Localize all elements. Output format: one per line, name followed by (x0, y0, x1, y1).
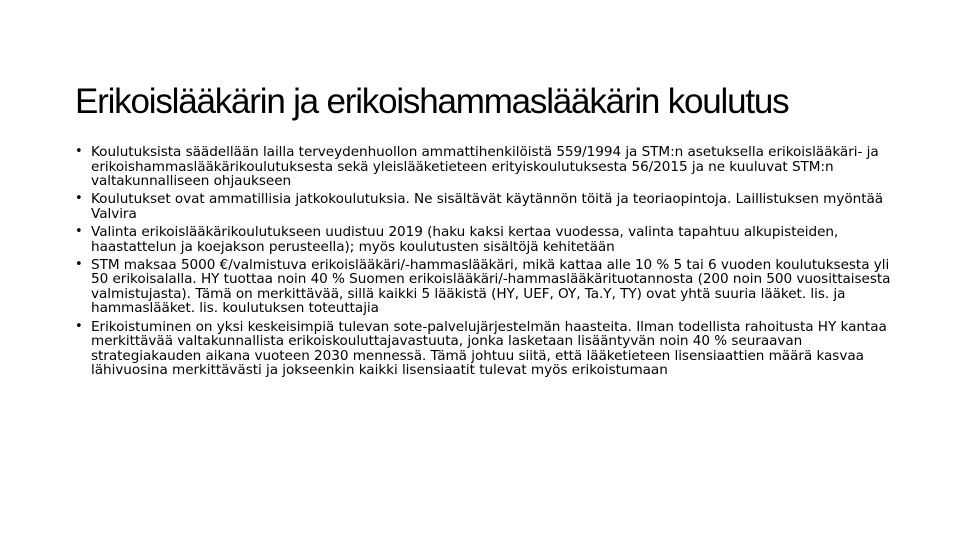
bullet-dot-icon: • (75, 318, 83, 334)
bullet-item (75, 225, 905, 254)
bullet-text: STM maksaa 5000 €/valmistuva erikoislääkäri/-hammaslääkäri, mikä kattaa alle 10 % 5 tai 6 vuoden koulutuksesta yli 50 erikoisalalla. HY tuottaa noin 40 % Suomen erikoislääkäri/-hammaslääkärituotannosta (200 noin 500 vuosittaisesta valmistujasta). Tämä on merkittävää, sillä kaikki 5 lääkistä (HY, UEF, OY, Ta.Y, TY) ovat yhtä suuria lääket. lis. ja hammaslääket. lis. koulutuksen toteuttajia (91, 256, 891, 317)
bullet-dot-icon: • (75, 144, 83, 159)
bullet-dot-icon: • (75, 191, 83, 207)
bullet-dot-icon: • (75, 223, 83, 239)
bullet-item (75, 192, 905, 221)
bullet-item (75, 320, 905, 378)
slide-title: Erikoislääkärin ja erikoishammaslääkärin koulutus (75, 82, 789, 121)
bullet-text: Koulutukset ovat ammatillisia jatkokoulutuksia. Ne sisältävät käytännön töitä ja teoriaopintoja. Laillistuksen myöntää Valvira (91, 191, 884, 222)
bullet-list (75, 145, 905, 381)
bullet-item (75, 258, 905, 316)
bullet-text: Erikoistuminen on yksi keskeisimpiä tulevan sote-palvelujärjestelmän haasteita. Ilman todellista rahoitusta HY kantaa merkittävää valtakunnallista erikoiskouluttajavastuuta, jonka lasketaan lisääntyvän noin 40 % seuraavan strategiakauden aikana vuoteen 2030 mennessä. Tämä johtuu siitä, että lääketieteen lisensiaattien määrä kasvaa lähivuosina merkittävästi ja jokseenkin kaikki lisensiaatit tulevat myös erikoistumaan (91, 318, 887, 379)
bullet-dot-icon: • (75, 256, 83, 272)
bullet-text: Koulutuksista säädellään lailla terveydenhuollon ammattihenkilöistä 559/1994 ja STM:n asetuksella erikoislääkäri- ja erikoishammaslääkärikoulutuksesta sekä yleislääketieteen erityiskoulutuksesta 56/2015 ja ne kuuluvat STM:n valtakunnalliseen ohjaukseen (91, 144, 879, 190)
bullet-item (75, 145, 905, 189)
bullet-text: Valinta erikoislääkärikoulutukseen uudistuu 2019 (haku kaksi kertaa vuodessa, valinta tapahtuu alkupisteiden, haastattelun ja koejakson perusteella); myös koulutusten sisältöjä kehitetään (91, 223, 839, 255)
